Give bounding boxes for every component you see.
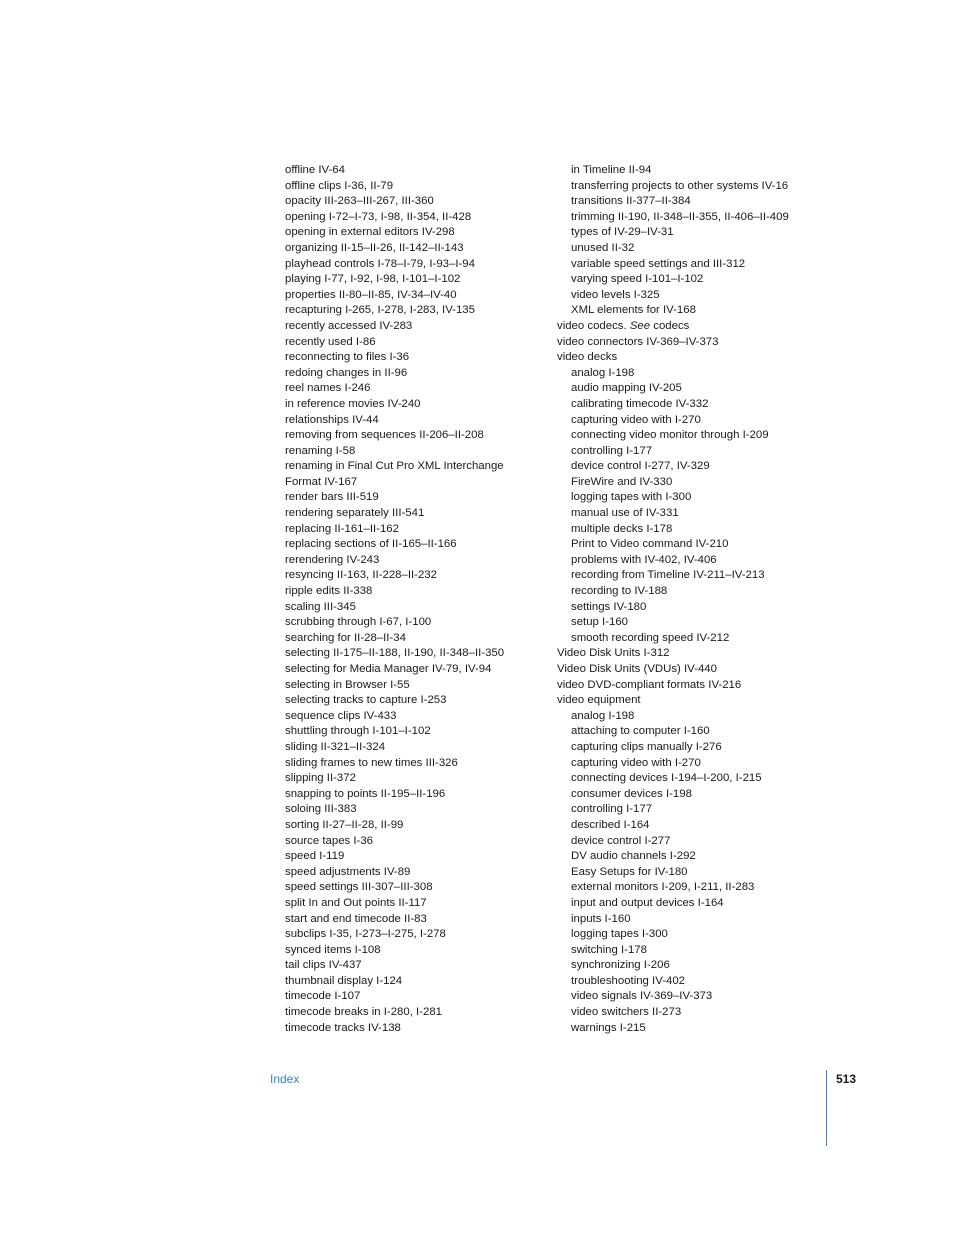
index-subentry: problems with IV-402, IV-406 xyxy=(571,553,717,566)
index-column-right xyxy=(557,163,827,1036)
index-subentry: in Timeline II-94 xyxy=(571,164,652,176)
index-entry: scrubbing through I-67, I-100 xyxy=(285,616,432,629)
index-entry: speed I-119 xyxy=(285,850,345,863)
index-entry: in reference movies IV-240 xyxy=(285,397,421,410)
index-subentry: video levels I-325 xyxy=(571,288,660,301)
index-entry: sliding II-321–II-324 xyxy=(285,740,386,753)
index-subentry: DV audio channels I-292 xyxy=(571,850,696,863)
index-entry: relationships IV-44 xyxy=(285,413,379,426)
index-entry: scaling III-345 xyxy=(285,600,356,613)
index-entry: start and end timecode II-83 xyxy=(285,912,427,925)
index-entry: selecting tracks to capture I-253 xyxy=(285,694,447,707)
index-entry: recently used I-86 xyxy=(285,335,376,348)
index-subentry: Print to Video command IV-210 xyxy=(571,538,729,551)
index-entry: removing from sequences II-206–II-208 xyxy=(285,429,484,442)
index-subentry: transitions II-377–II-384 xyxy=(571,195,691,208)
index-subentry: audio mapping IV-205 xyxy=(571,382,682,395)
index-entry: render bars III-519 xyxy=(285,491,379,504)
index-subentry: analog I-198 xyxy=(571,709,635,722)
index-subentry: video switchers II-273 xyxy=(571,1006,682,1019)
index-entry: offline IV-64 xyxy=(285,164,345,176)
index-entry: subclips I-35, I-273–I-275, I-278 xyxy=(285,928,446,941)
index-subentry: unused II-32 xyxy=(571,241,635,254)
index-entry: Video Disk Units I-312 xyxy=(557,647,670,660)
index-entry: shuttling through I-101–I-102 xyxy=(285,725,431,738)
index-entry: selecting II-175–II-188, II-190, II-348–II-350 xyxy=(285,647,505,660)
index-subentry: controlling I-177 xyxy=(571,444,653,457)
index-entry: source tapes I-36 xyxy=(285,834,374,847)
index-subentry: warnings I-215 xyxy=(571,1021,646,1034)
index-entry: video DVD-compliant formats IV-216 xyxy=(557,678,742,691)
index-subentry: controlling I-177 xyxy=(571,803,653,816)
index-entry: sorting II-27–II-28, II-99 xyxy=(285,818,404,831)
index-subentry: external monitors I-209, I-211, II-283 xyxy=(571,881,755,894)
index-entry: reconnecting to files I-36 xyxy=(285,351,410,364)
index-entry: opacity III-263–III-267, III-360 xyxy=(285,195,434,208)
index-entry: replacing sections of II-165–II-166 xyxy=(285,538,457,551)
index-subentry: types of IV-29–IV-31 xyxy=(571,226,674,239)
index-entry: resyncing II-163, II-228–II-232 xyxy=(285,569,437,582)
index-subentry: settings IV-180 xyxy=(571,600,647,613)
index-entry: selecting for Media Manager IV-79, IV-94 xyxy=(285,663,492,675)
index-entry: recently accessed IV-283 xyxy=(285,319,413,332)
index-subentry: capturing video with I-270 xyxy=(571,756,701,769)
index-entry: snapping to points II-195–II-196 xyxy=(285,787,446,800)
index-entry: sequence clips IV-433 xyxy=(285,709,397,722)
index-subentry: device control I-277, IV-329 xyxy=(571,460,710,473)
index-entry: Format IV-167 xyxy=(285,475,358,488)
index-subentry: manual use of IV-331 xyxy=(571,507,679,520)
index-column-left xyxy=(285,163,547,1036)
index-subentry: inputs I-160 xyxy=(571,912,631,925)
index-subentry: logging tapes I-300 xyxy=(571,928,668,941)
index-subentry: logging tapes with I-300 xyxy=(571,491,692,504)
index-entry: offline clips I-36, II-79 xyxy=(285,179,394,192)
index-entry: properties II-80–II-85, IV-34–IV-40 xyxy=(285,288,457,301)
index-entry: renaming I-58 xyxy=(285,444,356,457)
index-entry: speed settings III-307–III-308 xyxy=(285,881,433,894)
index-entry: rendering separately III-541 xyxy=(285,507,425,520)
index-subentry: transferring projects to other systems IV-16 xyxy=(571,179,789,192)
index-subentry: recording to IV-188 xyxy=(571,585,668,598)
index-subentry: calibrating timecode IV-332 xyxy=(571,397,709,410)
index-subentry: Easy Setups for IV-180 xyxy=(571,865,688,878)
index-entry: opening I-72–I-73, I-98, II-354, II-428 xyxy=(285,210,472,223)
index-subentry: setup I-160 xyxy=(571,616,628,629)
index-entry: video equipment xyxy=(557,694,641,707)
index-subentry: device control I-277 xyxy=(571,834,671,847)
index-subentry: smooth recording speed IV-212 xyxy=(571,631,730,644)
footer-section-label[interactable]: Index xyxy=(270,1072,300,1086)
index-subentry: variable speed settings and III-312 xyxy=(571,257,746,270)
index-subentry: multiple decks I-178 xyxy=(571,522,673,535)
index-entry: searching for II-28–II-34 xyxy=(285,631,406,644)
index-subentry: troubleshooting IV-402 xyxy=(571,974,685,987)
index-entry: recapturing I-265, I-278, I-283, IV-135 xyxy=(285,304,475,317)
footer-divider xyxy=(826,1070,827,1146)
index-subentry: varying speed I-101–I-102 xyxy=(571,273,704,286)
index-entry: video connectors IV-369–IV-373 xyxy=(557,335,719,348)
index-entry: rerendering IV-243 xyxy=(285,553,380,566)
index-entry: reel names I-246 xyxy=(285,382,371,395)
index-entry: thumbnail display I-124 xyxy=(285,974,403,987)
index-entry: replacing II-161–II-162 xyxy=(285,522,399,535)
index-entry: opening in external editors IV-298 xyxy=(285,226,455,239)
index-entry: timecode breaks in I-280, I-281 xyxy=(285,1006,443,1019)
index-subentry: analog I-198 xyxy=(571,366,635,379)
index-subentry: connecting video monitor through I-209 xyxy=(571,429,769,442)
index-entry: tail clips IV-437 xyxy=(285,959,362,972)
index-entry: sliding frames to new times III-326 xyxy=(285,756,458,769)
index-entry: redoing changes in II-96 xyxy=(285,366,408,379)
index-entry: video codecs. See codecs xyxy=(557,319,690,332)
index-entry: speed adjustments IV-89 xyxy=(285,865,411,878)
index-subentry: XML elements for IV-168 xyxy=(571,304,696,317)
index-entry: synced items I-108 xyxy=(285,943,381,956)
index-entry: timecode tracks IV-138 xyxy=(285,1021,401,1034)
page-number: 513 xyxy=(836,1072,857,1086)
index-subentry: described I-164 xyxy=(571,818,650,831)
index-entry: slipping II-372 xyxy=(285,772,356,785)
index-entry: timecode I-107 xyxy=(285,990,361,1003)
index-entry: soloing III-383 xyxy=(285,803,357,816)
index-subentry: recording from Timeline IV-211–IV-213 xyxy=(571,569,765,582)
index-subentry: FireWire and IV-330 xyxy=(571,475,673,488)
index-subentry: video signals IV-369–IV-373 xyxy=(571,990,713,1003)
index-subentry: connecting devices I-194–I-200, I-215 xyxy=(571,772,762,785)
index-subentry: input and output devices I-164 xyxy=(571,896,724,909)
index-subentry: switching I-178 xyxy=(571,943,647,956)
index-entry: playhead controls I-78–I-79, I-93–I-94 xyxy=(285,257,475,270)
index-entry: split In and Out points II-117 xyxy=(285,896,427,909)
index-subentry: capturing video with I-270 xyxy=(571,413,701,426)
index-subentry: attaching to computer I-160 xyxy=(571,725,710,738)
index-subentry: synchronizing I-206 xyxy=(571,959,670,972)
index-subentry: capturing clips manually I-276 xyxy=(571,740,722,753)
index-subentry: trimming II-190, II-348–II-355, II-406–II-409 xyxy=(571,210,789,223)
index-subentry: consumer devices I-198 xyxy=(571,787,692,800)
index-entry: organizing II-15–II-26, II-142–II-143 xyxy=(285,241,464,254)
index-entry: Video Disk Units (VDUs) IV-440 xyxy=(557,663,717,675)
index-entry: playing I-77, I-92, I-98, I-101–I-102 xyxy=(285,273,461,286)
index-entry: renaming in Final Cut Pro XML Interchange xyxy=(285,460,504,473)
index-entry: selecting in Browser I-55 xyxy=(285,678,410,691)
index-entry: video decks xyxy=(557,351,618,364)
index-entry: ripple edits II-338 xyxy=(285,585,373,598)
